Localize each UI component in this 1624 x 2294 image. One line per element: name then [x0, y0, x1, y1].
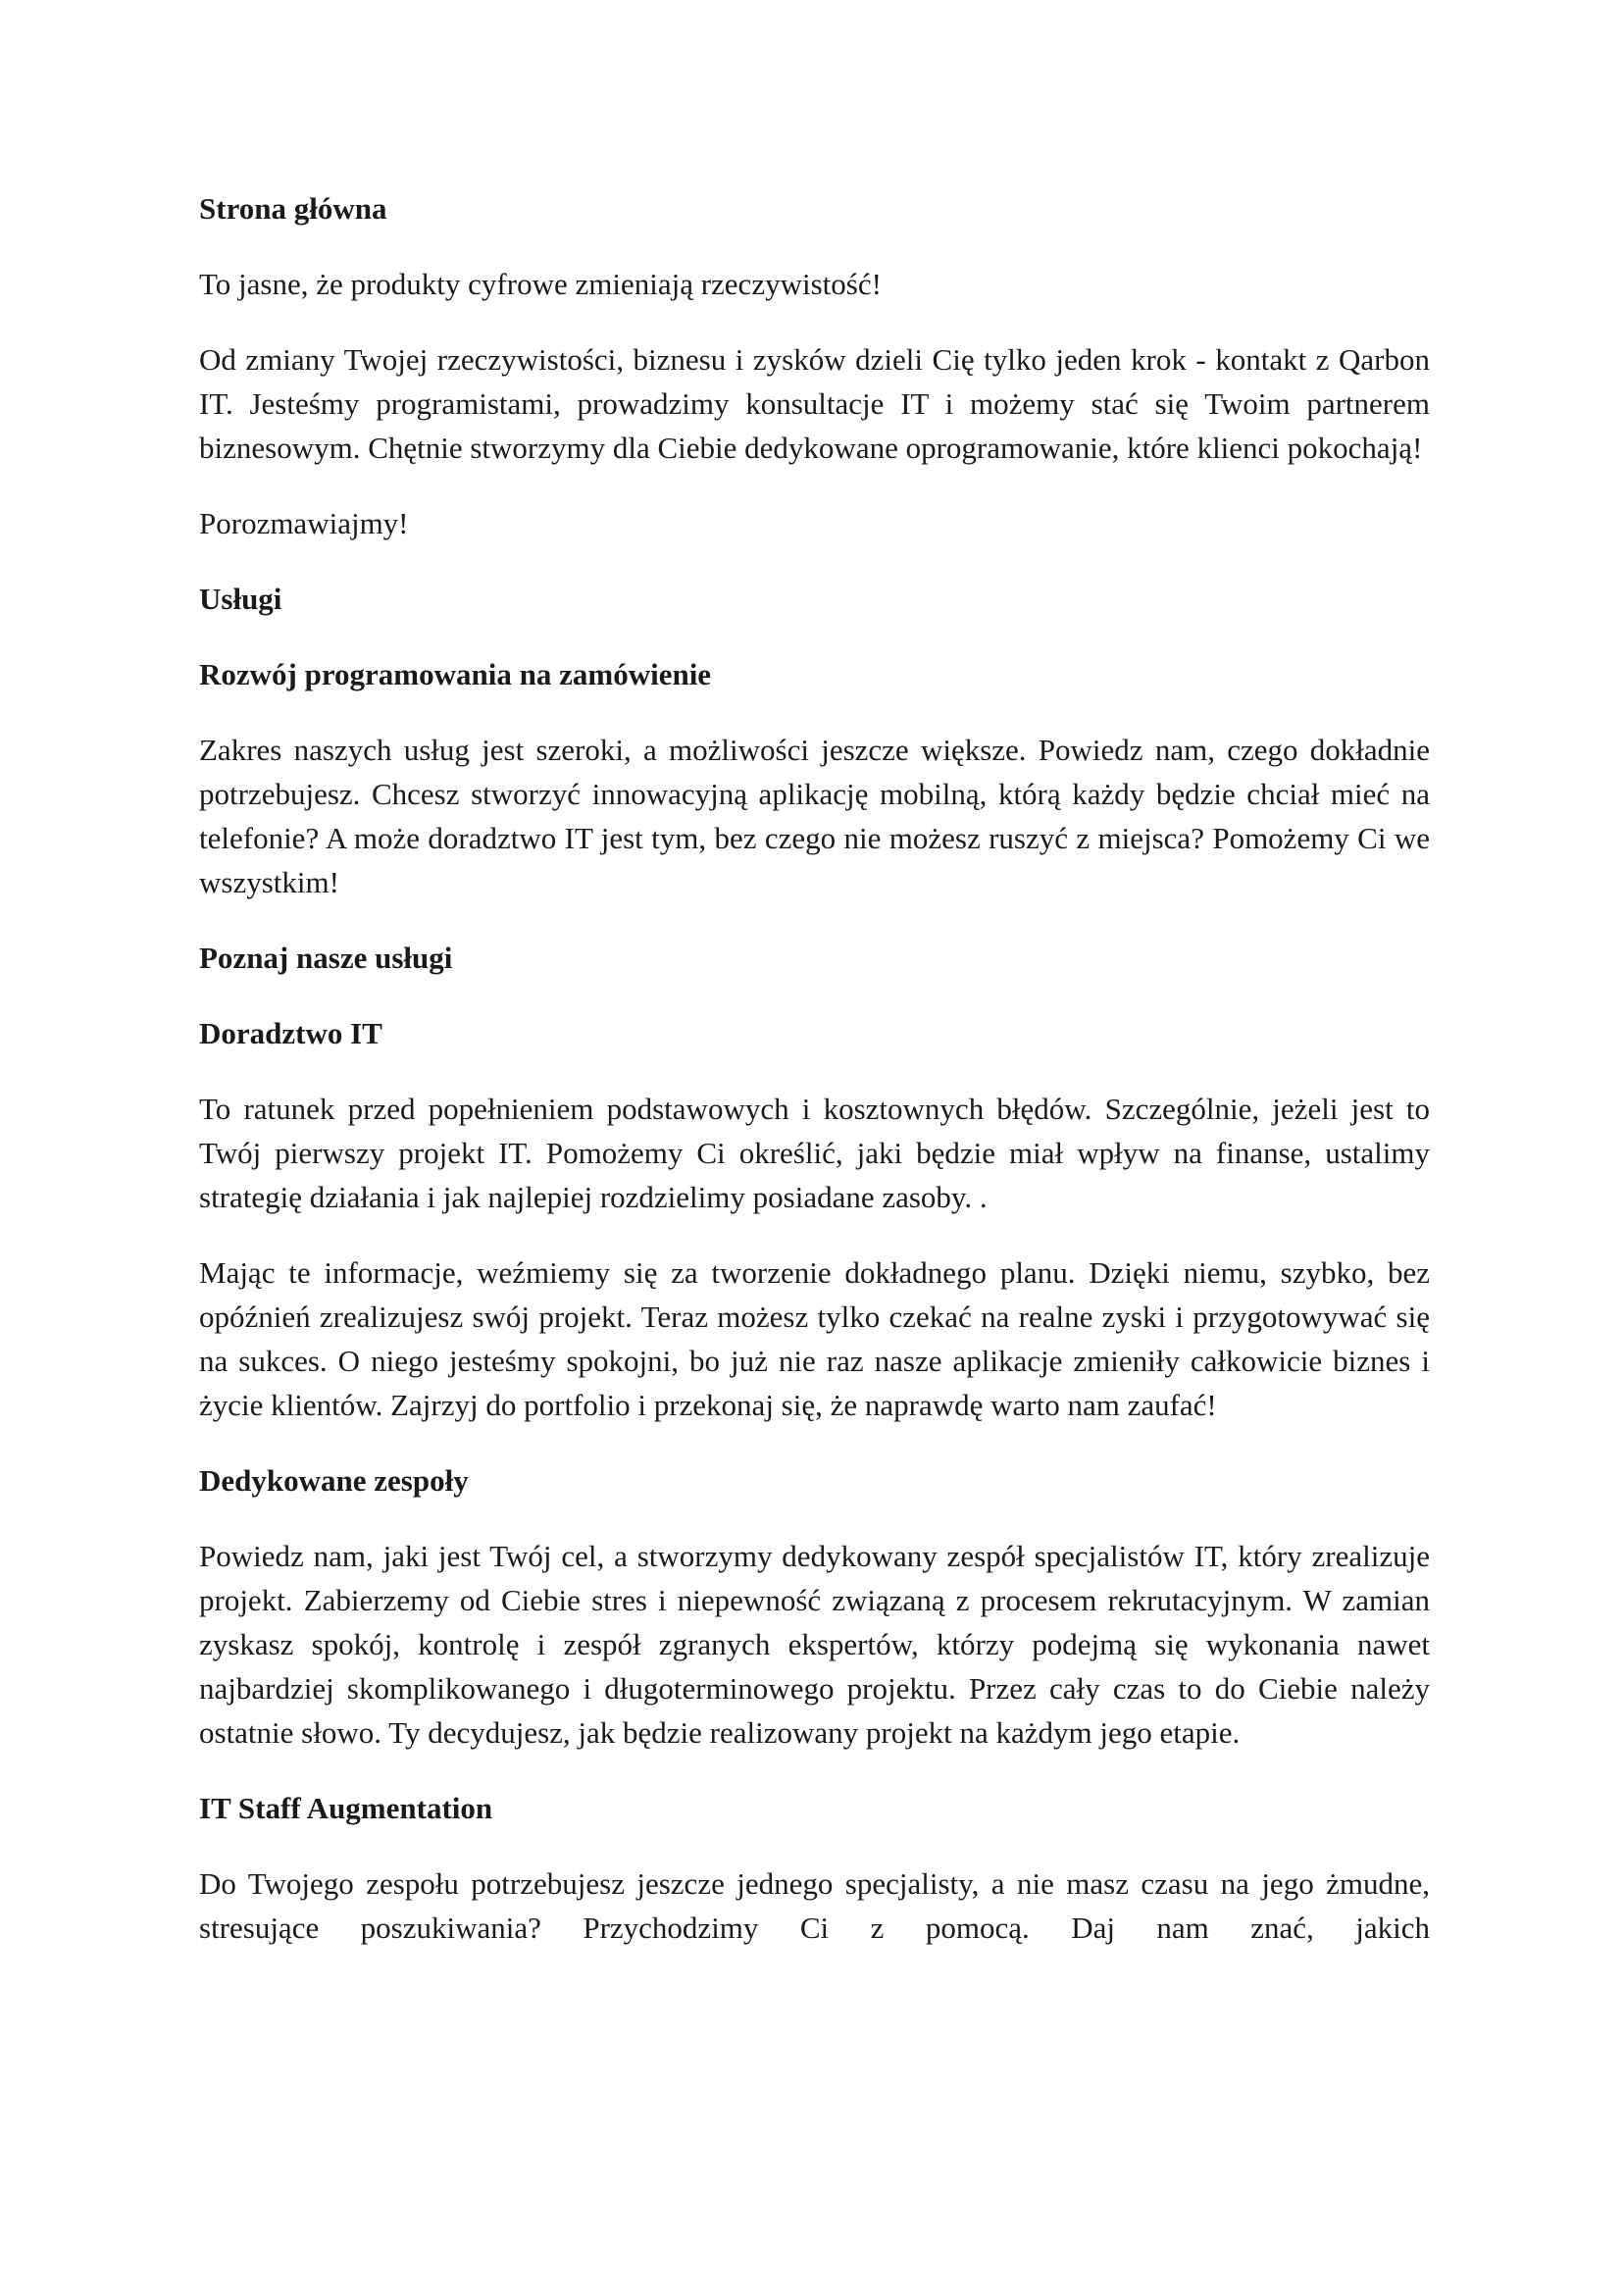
staff-augmentation-paragraph: Do Twojego zespołu potrzebujesz jeszcze jednego specjalisty, a nie masz czasu na jego żmudne, stresujące poszukiwania? Przychodzimy Ci z pomocą. Daj nam znać, jakich [199, 1866, 1430, 1945]
heading-poznaj-uslugi: Poznaj nasze usługi [199, 941, 453, 975]
consulting-paragraph-2: Mając te informacje, weźmiemy się za tworzenie dokładnego planu. Dzięki niemu, szybko, bez opóźnień zrealizujesz swój projekt. Teraz możesz tylko czekać na realne zyski i przygotowywać się na sukces. O niego jesteśmy spokojni, bo już nie raz nasze aplikacje zmieniły całkowicie biznes i życie klientów. Zajrzyj do portfolio i przekonaj się, że naprawdę warto nam zaufać! [199, 1255, 1430, 1422]
document-page [199, 186, 1430, 1981]
heading-strona-glowna: Strona główna [199, 191, 387, 226]
heading-dedykowane-zespoly: Dedykowane zespoły [199, 1463, 469, 1498]
dedicated-teams-paragraph: Powiedz nam, jaki jest Twój cel, a stworzymy dedykowany zespół specjalistów IT, który zrealizuje projekt. Zabierzemy od Ciebie stres i niepewność związaną z procesem rekrutacyjnym. W zamian zyskasz spokój, kontrolę i zespół zgranych ekspertów, którzy podejmą się wykonania nawet najbardziej skomplikowanego i długoterminowego projektu. Przez cały czas to do Ciebie należy ostatnie słowo. Ty decydujesz, jak będzie realizowany projekt na każdym jego etapie. [199, 1539, 1430, 1750]
heading-rozwoj-programowania: Rozwój programowania na zamówienie [199, 657, 712, 691]
intro-paragraph: To jasne, że produkty cyfrowe zmieniają rzeczywistość! [199, 267, 882, 301]
heading-uslugi: Usługi [199, 582, 282, 616]
contact-paragraph: Od zmiany Twojej rzeczywistości, biznesu i zysków dzieli Cię tylko jeden krok - kontakt z Qarbon IT. Jesteśmy programistami, prowadzimy konsultacje IT i możemy stać się Twoim partnerem biznesowym. Chętnie stworzymy dla Ciebie dedykowane oprogramowanie, które klienci pokochają! [199, 342, 1430, 465]
heading-it-staff-augmentation: IT Staff Augmentation [199, 1791, 493, 1825]
services-scope-paragraph: Zakres naszych usług jest szeroki, a możliwości jeszcze większe. Powiedz nam, czego dokładnie potrzebujesz. Chcesz stworzyć innowacyjną aplikację mobilną, którą każdy będzie chciał mieć na telefonie? A może doradztwo IT jest tym, bez czego nie możesz ruszyć z miejsca? Pomożemy Ci we wszystkim! [199, 733, 1430, 899]
heading-doradztwo-it: Doradztwo IT [199, 1016, 382, 1050]
consulting-paragraph-1: To ratunek przed popełnieniem podstawowych i kosztownych błędów. Szczególnie, jeżeli jest to Twój pierwszy projekt IT. Pomożemy Ci określić, jaki będzie miał wpływ na finanse, ustalimy strategię działania i jak najlepiej rozdzielimy posiadane zasoby. . [199, 1092, 1430, 1214]
lets-talk-paragraph: Porozmawiajmy! [199, 506, 409, 540]
